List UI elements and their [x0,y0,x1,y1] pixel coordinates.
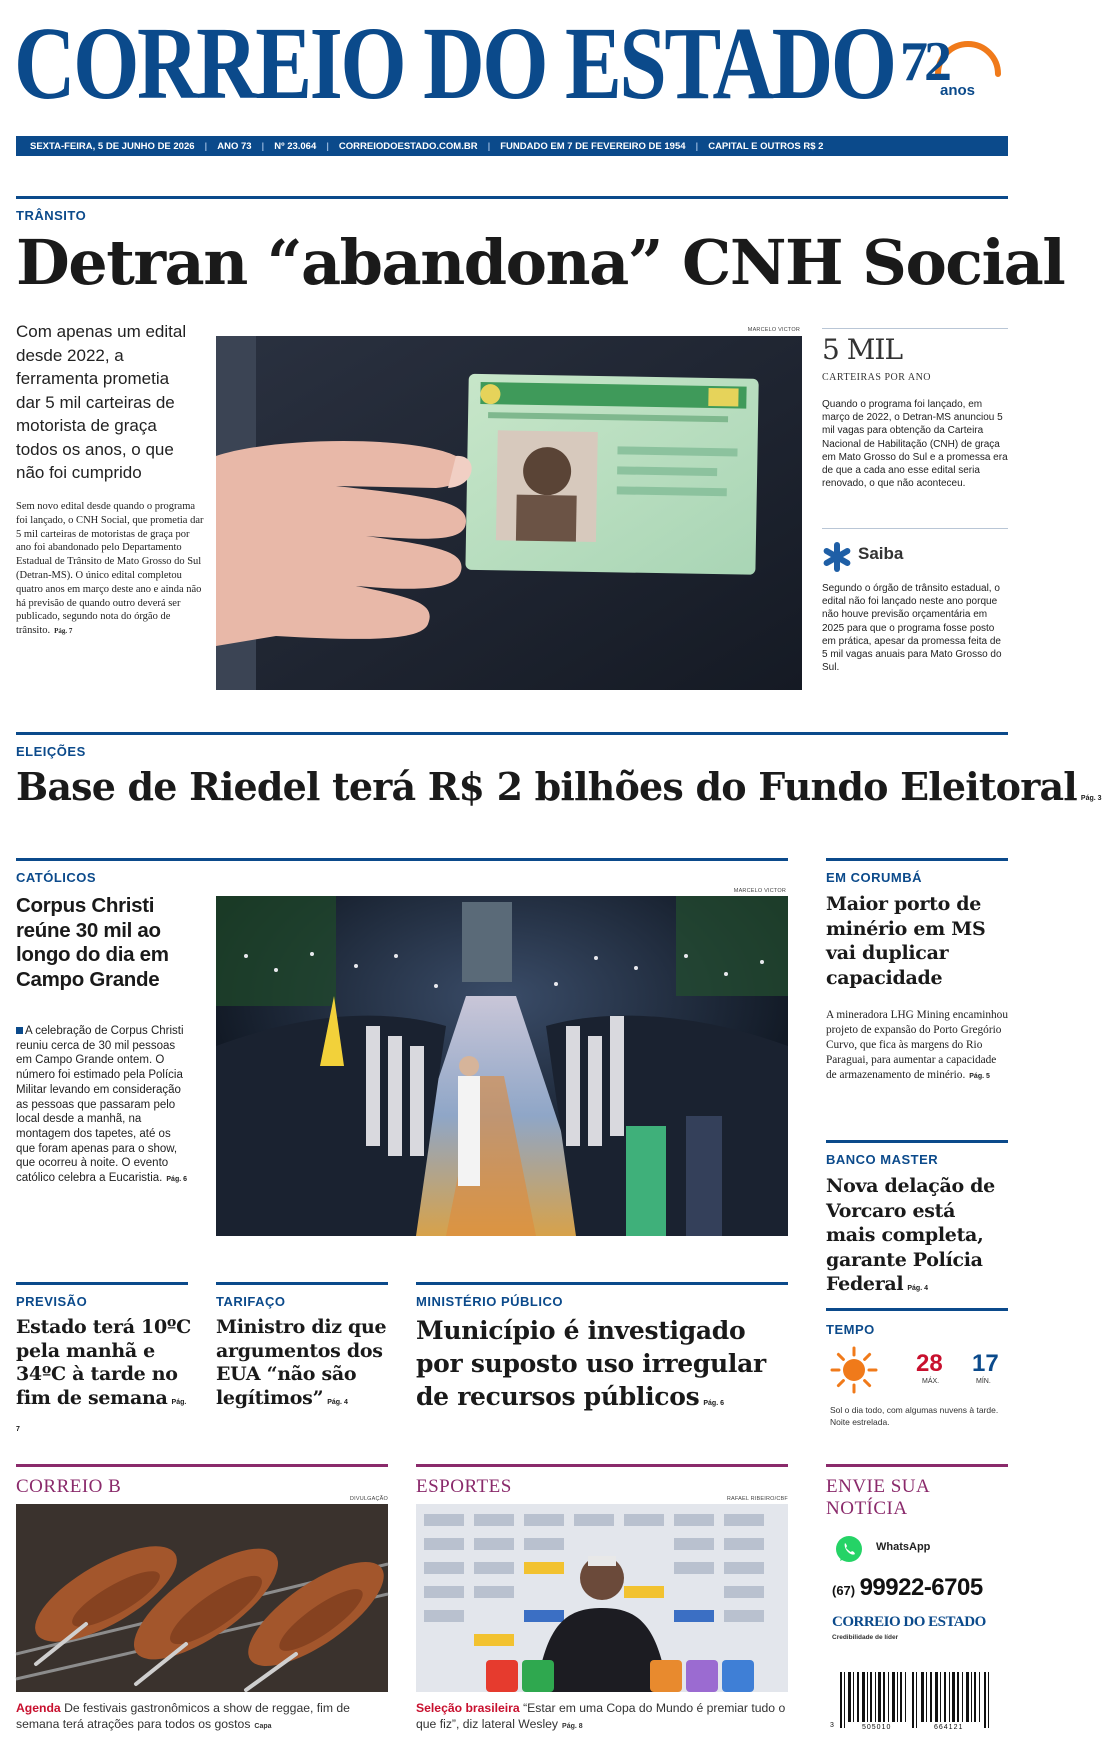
envie-phone[interactable] [832,1574,983,1602]
banco-master-kicker: BANCO MASTER [826,1152,939,1167]
corumba-body-text: A mineradora LHG Mining encaminhou projeto de expansão do Porto Gregório Curvo, que fica às margens do Rio Paraguai, para aumentar a capacidade de armazenamento de minério. [826,1009,1008,1081]
section-rule [16,858,788,861]
catholics-kicker: CATÓLICOS [16,870,97,885]
saiba-title: Saiba [858,544,904,563]
stat-label: CARTEIRAS POR ANO [822,372,932,383]
esportes-kicker: ESPORTES [416,1476,512,1497]
temp-max-label: MÁX. [922,1378,940,1385]
side-rule [822,328,1008,329]
edition-date: SEXTA-FEIRA, 5 DE JUNHO DE 2026 [30,140,195,152]
phone-prefix: (67) [832,1583,856,1598]
masthead-title: CORREIO DO ESTADO [14,6,895,121]
page-ref[interactable]: Pág. 4 [907,1285,928,1292]
tarifaco-headline[interactable] [216,1316,392,1414]
section-rule [416,1282,788,1285]
press-conference-photo [416,1504,788,1692]
section-rule [826,858,1008,861]
tempo-text: Sol o dia todo, com algumas nuvens à tarde. Noite estrelada. [830,1405,999,1427]
page-ref[interactable]: Pág. 5 [969,1073,990,1080]
section-rule [16,732,1008,735]
website-link[interactable]: CORREIODOESTADO.COM.BR [338,140,478,152]
temp-min-value: 17 [972,1350,999,1377]
corumba-headline[interactable]: Maior porto de minério em MS vai duplicar capacidade [826,893,986,989]
page-ref[interactable]: Pág. 6 [166,1176,188,1184]
caption-lead: Seleção brasileira [416,1701,520,1715]
caption-text: De festivais gastronômicos a show de reggae, fim de semana terá atrações para todos os gostos [16,1701,350,1731]
page-ref[interactable]: Pág. 4 [327,1398,348,1406]
whatsapp-label: WhatsApp [876,1541,931,1553]
correio-b-photo[interactable] [16,1504,388,1692]
esportes-photo[interactable] [416,1504,788,1692]
page-ref[interactable]: Pág. 6 [703,1400,724,1407]
photo-credit: MARCELO VICTOR [747,327,800,333]
anniversary-number: 72 [900,31,948,93]
lead-body-text: Sem novo edital desde quando o programa foi lançado, o CNH Social, que prometia dar 5 mil carteiras de motoristas de graça por ano foi abandonado pelo Departamento Estadual de Trânsito de Mato Grosso do Sul (Detran-MS). O único edital completou quatro anos em março deste ano e ainda não há previsão de quando outro deverá ser publicado, segundo nota do órgão de trânsito. [16,501,204,637]
caption-lead: Agenda [16,1701,61,1715]
section-rule [826,1140,1008,1143]
photo-credit: MARCELO VICTOR [733,888,786,894]
temp-min-label: MÍN. [976,1378,991,1385]
cnh-card-photo [216,336,802,690]
section-rule [16,196,1008,199]
phone-number: 99922-6705 [859,1574,983,1601]
section-rule [16,1282,188,1285]
page-ref[interactable]: Capa [254,1723,272,1730]
catholics-body-text: A celebração de Corpus Christi reuniu cerca de 30 mil pessoas em Campo Grande ontem. O número foi estimado pela Polícia Militar levando em consideração as pessoas que passaram pelo local desde a manhã, na montagem dos tapetes, até os que foram apenas para o show, que ocorreu à noite. O evento católico celebra a Eucaristia. [16,1025,184,1185]
previsao-headline-text: Estado terá 10ºC pela manhã e 34ºC à tarde no fim de semana [16,1316,191,1409]
catholics-body [16,1024,192,1188]
lead-kicker: TRÂNSITO [16,208,87,223]
tarifaco-kicker: TARIFAÇO [216,1294,286,1309]
stat-value: 5 MIL [822,333,903,366]
section-rule [16,1464,388,1467]
previsao-headline[interactable] [16,1316,192,1442]
banco-master-headline-text: Nova delação de Vorcaro está mais completa, garante Polícia Federal [826,1175,995,1295]
section-rule [416,1464,788,1467]
side-rule [822,528,1008,529]
anniversary-word: anos [940,82,976,99]
photo-credit: RAFAEL RIBEIRO/CBF [726,1496,788,1502]
temp-max-value: 28 [916,1350,943,1377]
corumba-kicker: EM CORUMBÁ [826,870,922,885]
lead-photo[interactable] [216,336,802,690]
saiba-text: Segundo o órgão de trânsito estadual, o edital não foi lançado neste ano porque não houve previsão orçamentária em 2025 para que o programa fosse posto em prática, apesar da promessa feita de 5 mil vagas anuais para Mato Grosso do Sul. [822,583,1002,674]
corumba-body [826,1008,1008,1084]
previsao-kicker: PREVISÃO [16,1294,88,1309]
edition-number: Nº 23.064 [274,140,317,152]
grilled-meat-photo [16,1504,388,1692]
caption-text: “Estar em uma Copa do Mundo é premiar tudo o que fiz”, diz lateral Wesley [416,1701,786,1731]
barcode-digit-left: 3 [830,1722,834,1729]
section-rule [216,1282,388,1285]
elections-headline-text: Base de Riedel terá R$ 2 bilhões do Fundo Eleitoral [16,764,1077,809]
lead-deck: Com apenas um edital desde 2022, a ferramenta prometia dar 5 mil carteiras de motorista de graça todos os anos, o que não foi cumprido [16,322,187,482]
brand-logo: CORREIO DO ESTADO [832,1614,986,1630]
sun-icon [830,1346,878,1394]
correio-b-caption [16,1700,388,1735]
ministerio-headline[interactable] [416,1314,788,1420]
lead-body [16,500,206,639]
anniversary-logo [896,28,1008,116]
elections-kicker: ELEIÇÕES [16,744,86,759]
saiba-asterisk-icon [822,542,852,572]
correio-b-kicker: CORREIO B [16,1476,122,1497]
edition-year: ANO 73 [217,140,252,152]
page-ref[interactable]: Pág. 7 [54,627,73,636]
corpus-christi-photo[interactable] [216,896,788,1236]
photo-credit: DIVULGAÇÃO [349,1496,388,1502]
barcode-digits-right: 664121 [934,1724,964,1731]
founded-date: FUNDADO EM 7 DE FEVEREIRO DE 1954 [500,140,686,152]
page-ref[interactable]: Pág. 7 [16,1398,187,1433]
bullet-square-icon [16,1027,23,1034]
elections-headline[interactable] [16,764,1102,822]
lead-headline[interactable]: Detran “abandona” CNH Social [16,226,1065,299]
section-rule [826,1308,1008,1311]
barcode-icon [826,1672,1008,1732]
edition-info-bar: SEXTA-FEIRA, 5 DE JUNHO DE 2026 | ANO 73 | Nº 23.064 | CORREIODOESTADO.COM.BR | FUNDADO EM 7 DE FEVEREIRO DE 1954 | CAPITAL E OUTROS R$ 2 [16,136,1008,156]
page-ref[interactable]: Pág. 8 [562,1723,583,1730]
tempo-kicker: TEMPO [826,1322,875,1337]
ministerio-kicker: MINISTÉRIO PÚBLICO [416,1294,563,1309]
banco-master-headline[interactable] [826,1174,1008,1302]
envie-kicker: ENVIE SUA NOTÍCIA [826,1476,930,1519]
whatsapp-icon[interactable] [834,1534,864,1564]
barcode-digits-mid: 505010 [862,1724,892,1731]
price: CAPITAL E OUTROS R$ 2 [708,140,824,152]
section-rule [826,1464,1008,1467]
barcode [826,1672,1008,1744]
page-ref[interactable]: Pág. 3 [1080,795,1102,802]
esportes-caption [416,1700,788,1735]
stat-text: Quando o programa foi lançado, em março de 2022, o Detran-MS anunciou 5 mil vagas para obtenção da Carteira Nacional de Habilitação (CNH) de graça em Mato Grosso do Sul e a promessa era de que a cada ano esse edital seria renovado, o que não aconteceu. [822,399,1008,490]
procession-photo [216,896,788,1236]
catholics-headline[interactable]: Corpus Christi reúne 30 mil ao longo do dia em Campo Grande [16,894,169,991]
tarifaco-headline-text: Ministro diz que argumentos dos EUA “não são legítimos” [216,1316,387,1409]
brand-tagline: Credibilidade de líder [832,1634,899,1641]
ministerio-headline-text: Município é investigado por suposto uso irregular de recursos públicos [416,1316,766,1411]
